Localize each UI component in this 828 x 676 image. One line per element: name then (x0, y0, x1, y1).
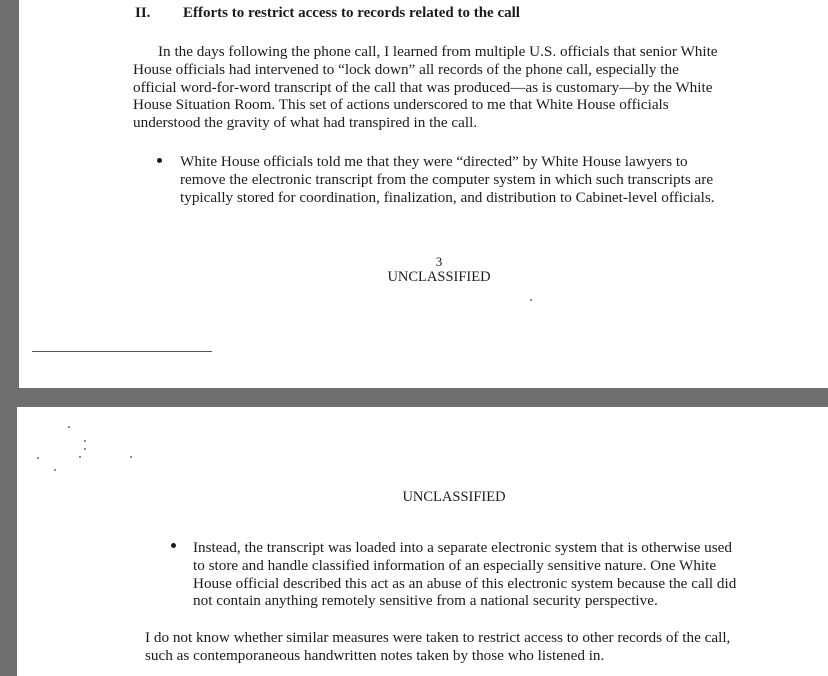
bullet-line: typically stored for coordination, finalization, and distribution to Cabinet-level officials. (180, 188, 715, 206)
bullet-line: to store and handle classified information of an especially sensitive nature. One White (193, 556, 717, 574)
section-title: Efforts to restrict access to records related to the call (183, 5, 520, 21)
bullet-line: White House officials told me that they were “directed” by White House lawyers to (180, 153, 688, 170)
body-paragraph (145, 629, 730, 665)
paragraph-line: understood the gravity of what had transpired in the call. (133, 114, 478, 132)
bullet-line: remove the electronic transcript from the computer system in which such transcripts are (180, 170, 714, 188)
body-paragraph (133, 43, 718, 132)
bullet-line: not contain anything remotely sensitive from a national security perspective. (193, 592, 658, 610)
scan-speck (84, 440, 86, 442)
bullet-item (193, 539, 736, 610)
scan-speck (37, 457, 39, 459)
bullet-item (180, 153, 715, 206)
scan-speck (130, 456, 132, 458)
paragraph-line: official word-for-word transcript of the call that was produced—as is customary—by the White (133, 78, 713, 96)
classification-marking: UNCLASSIFIED (402, 489, 506, 505)
bullet-icon (157, 158, 162, 163)
section-number: II. (135, 5, 151, 21)
paragraph-line: House officials had intervened to “lock down” all records of the phone call, especially the (133, 60, 679, 78)
document-page-3 (19, 0, 828, 388)
classification-marking: UNCLASSIFIED (387, 269, 491, 285)
paragraph-line: In the days following the phone call, I learned from multiple U.S. officials that senior White (158, 43, 718, 60)
paragraph-line: House Situation Room. This set of actions underscored to me that White House officials (133, 96, 669, 114)
bullet-line: Instead, the transcript was loaded into a separate electronic system that is otherwise used (193, 539, 732, 556)
document-page-4 (17, 407, 828, 676)
scan-speck (79, 456, 81, 458)
scan-speck (54, 469, 56, 471)
scan-speck (530, 299, 532, 301)
paragraph-line: such as contemporaneous handwritten notes taken by those who listened in. (145, 646, 605, 664)
page-number: 3 (435, 254, 443, 269)
scan-speck (84, 448, 86, 450)
footnote-divider (32, 351, 212, 352)
paragraph-line: I do not know whether similar measures were taken to restrict access to other records of the call, (145, 629, 731, 646)
bullet-line: House official described this act as an abuse of this electronic system because the call did (193, 574, 737, 592)
scan-speck (68, 426, 70, 428)
bullet-icon (171, 543, 176, 548)
